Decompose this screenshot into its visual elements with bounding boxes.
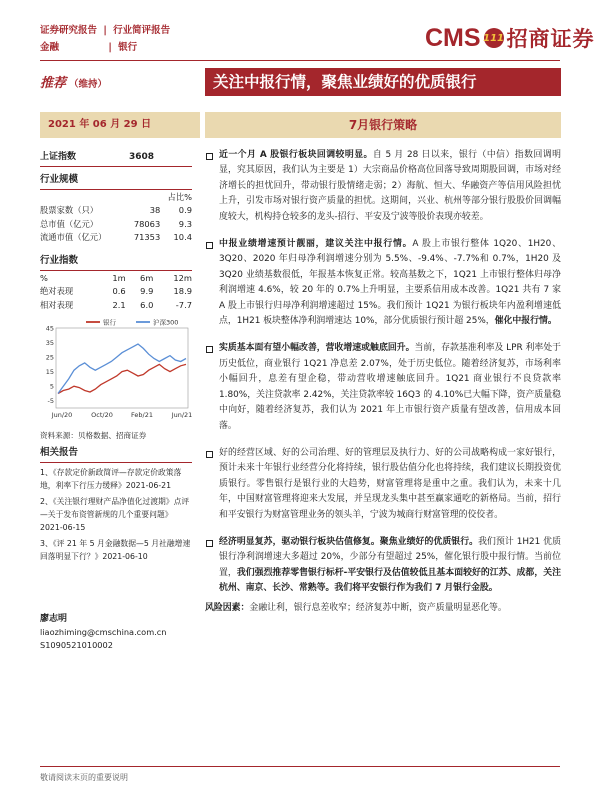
risk-factors [205, 601, 561, 616]
rating-label: 推荐 [40, 76, 67, 91]
author-cert: S1090521010002 [40, 640, 113, 650]
header-separator: | [103, 25, 107, 36]
series-line-bank [58, 364, 186, 393]
author-email[interactable]: liaozhiming@cmschina.com.cn [40, 627, 167, 637]
risk-text: 金融让利，银行息差收窄；经济复苏中断，资产质量明显恶化等。 [249, 602, 507, 613]
bullet-square-icon [206, 540, 213, 547]
footer-note: 敬请阅读末页的重要说明 [40, 773, 128, 782]
y-tick-label: 15 [45, 367, 54, 376]
footer-rule [40, 766, 560, 767]
rating-sub: （维持） [69, 79, 108, 90]
industry-scale-title: 行业规模 [40, 171, 192, 190]
bullet-square-icon [206, 346, 213, 353]
y-tick-label: -5 [47, 396, 54, 405]
risk-label: 风险因素： [205, 602, 250, 613]
y-tick-label: 45 [45, 324, 54, 332]
chart-source: 资料来源：贝格数据、招商证券 [40, 430, 147, 440]
body-paragraph: 好的经营区域、好的公司治理、好的管理层及执行力、好的公司战略构成一家好银行，预计未来十年银行业经营分化将持续，银行股估值分化也将持续，我们建议长期投资优质银行。零售银行是银行业的大趋势，财富管理将是重中之重。我们认为，未来十几年，中国财富管理将迎来大发展，并呈现龙头集中甚至赢家通吃的新格局。当前，招行和平安银行为财富管理业务的领头羊，宁波为城商行财富管理的佼佼者。 [205, 446, 561, 523]
body-paragraph: 经济明显复苏，驱动银行板块估值修复。聚焦业绩好的优质银行。我们预计 1H21 优质银行净利润增速大多超过 20%，少部分有望超过 25%，催化银行股中报行情。当前位置，我们强烈推荐零售银行标杆-平安银行及估值较低且基本面较好的江苏、成都，关注杭州、南京、长沙、常熟等。我们将平安银行作为我们 7 月银行金股。 [205, 535, 561, 597]
report-header [40, 22, 170, 56]
table-row: 绝对表现 0.6 9.9 18.9 [40, 286, 192, 297]
industry-scale-table [40, 190, 192, 244]
body-paragraph: 中报业绩增速预计靓丽，建议关注中报行情。A 股上市银行整体 1Q20、1H20、3Q20、2020 年归母净利润增速分别为 5.5%、-9.4%、-7.7%和 0.7%，1H20 及 3Q20 业绩基数很低，年报基本恢复正常。较高基数之下，1Q21 上市银行整体归母净利润增速 4.6%，较 20 年的 0.7%上升明显，主要系信用成本改善。1Q21 共有 7 家 A 股上市银行归母净利润增速超过 15%。我们预计 1Q21 为银行板块年内盈利增速低点，1H21 板块整体净利润增速达 10%，部分优质银行预计超 25%，催化中报行情。 [205, 237, 561, 329]
rating [40, 72, 107, 91]
related-report-item[interactable]: 2、《关注银行理财产品净值化过渡期》点评—关于发布资管新规的几个重要问题》2021-06-15 [40, 496, 190, 532]
bullet-square-icon [206, 451, 213, 458]
performance-chart [40, 316, 192, 426]
y-tick-label: 5 [49, 382, 54, 391]
legend-label: 银行 [103, 318, 116, 326]
y-tick-label: 35 [45, 338, 54, 347]
share-header: 占比% [167, 191, 192, 202]
series-line-hs300 [58, 344, 186, 394]
x-tick-label: Jun/20 [51, 410, 73, 419]
related-report-item[interactable]: 1、《存款定价新政简评—存款定价政策落地，利率下行压力缓释》2021-06-21 [40, 467, 182, 490]
header-rule [40, 60, 560, 61]
y-tick-label: 25 [45, 353, 54, 362]
report-date: 2021 年 06 月 29 日 [40, 112, 200, 138]
report-title: 关注中报行情，聚焦业绩好的优质银行 [205, 68, 561, 96]
x-tick-label: Feb/21 [131, 410, 153, 419]
related-report-item[interactable]: 3、《评 21 年 5 月金融数据—5 月社融增速回落明显下行？》2021-06-10 [40, 538, 191, 561]
table-row: 股票家数（只） 38 0.9 [40, 205, 192, 216]
index-label: 上证指数 [40, 152, 77, 162]
table-row: 总市值（亿元） 78063 9.3 [40, 218, 192, 229]
index-row [40, 148, 192, 167]
table-row: % 1m 6m 12m [40, 272, 192, 283]
logo-badge-icon: 111 [484, 28, 504, 48]
performance-table [40, 271, 192, 312]
sector-name: 银行 [118, 42, 138, 53]
index-value: 3608 [128, 152, 154, 162]
author-block [40, 613, 166, 652]
body-paragraph: 近一个月 A 股银行板块回调较明显。自 5 月 28 日以来，银行（中信）指数回调明显，究其原因，我们认为主要是 1）大宗商品价格高位回落导致周期股回调，市场对经济增长的担忧回升，带动银行股情绪走弱；2）海航、恒大、华融资产等信用风险担忧上升，引发市场对银行资产质量的担忧。这期间，兴业、杭州等部分银行股股价回调幅度较大，机构持仓较多的龙头-招行、平安及宁波等股价表现亦较差。 [205, 148, 561, 225]
table-row: 流通市值（亿元） 71353 10.4 [40, 232, 192, 243]
industry-index-title: 行业指数 [40, 252, 192, 271]
sector-group: 金融 [40, 42, 60, 53]
body-paragraph: 实质基本面有望小幅改善，营收增速或触底回升。当前，存款基准利率及 LPR 利率处于历史低位，商业银行 1Q21 净息差 2.07%，处于历史低位。随着经济复苏，市场利率小幅回升，息差有望企稳，带动营收增速触底回升。1Q21 商业银行不良贷款率 1.80%，关注贷款率 2.42%，关注贷款率较 16Q3 的 4.10%已大幅下降，资产质量稳中向好，随着经济复苏，我们认为 2021 年上市银行资产质量有望改善，信用成本回落。 [205, 341, 561, 433]
header-separator: | [108, 42, 112, 53]
strategy-title: 7月银行策略 [205, 112, 561, 138]
cms-logo [425, 24, 595, 52]
bullet-square-icon [206, 242, 213, 249]
legend-label: 沪深300 [153, 318, 179, 326]
logo-cn-text: 招商证券 [506, 27, 595, 51]
table-row: 相对表现 2.1 6.0 -7.7 [40, 299, 192, 310]
author-name: 廖志明 [40, 614, 68, 624]
logo-cms-text: CMS [425, 23, 481, 52]
report-kind: 行业简评报告 [113, 25, 171, 36]
sidebar [40, 148, 192, 563]
table-row [40, 190, 192, 204]
report-type: 证券研究报告 [40, 25, 98, 36]
related-reports-title: 相关报告 [40, 444, 192, 463]
x-tick-label: Jun/21 [171, 410, 192, 419]
bullet-square-icon [206, 153, 213, 160]
report-body [205, 148, 561, 616]
x-tick-label: Oct/20 [91, 410, 113, 419]
